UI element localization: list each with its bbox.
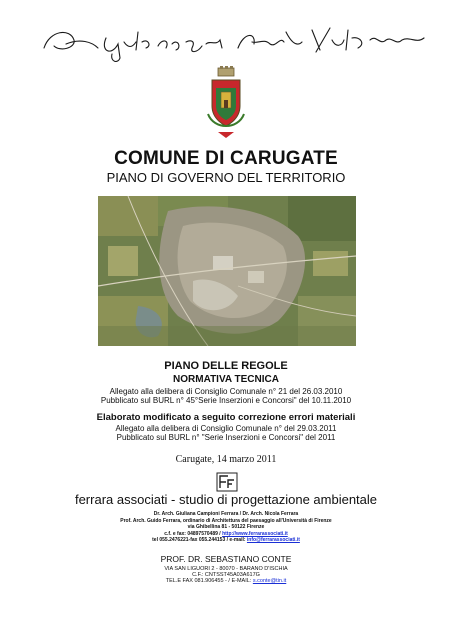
- publication-line: Pubblicato sul BURL n° 45°Serie Inserzioni e Concorsi" del 10.11.2010: [100, 396, 352, 405]
- page-title: COMUNE DI CARUGATE: [114, 148, 338, 169]
- firm-email-link[interactable]: info@ferrarassociati.it: [246, 537, 300, 543]
- consultant-address: VIA SAN LIGUORI 2 - 80070 - BARANO D'ISCHIA: [164, 566, 288, 572]
- consultant-contact: TEL.E FAX 081.906455 - / E-MAIL: s.conte@tin.it: [165, 578, 287, 584]
- modified-publication-line: Pubblicato sul BURL n° "Serie Inserzioni e Concorsi" del 2011: [116, 433, 336, 442]
- firm-fax-web: c.f. e fax: 04897570489 / http://www.ferrarassociati.it: [164, 531, 288, 537]
- consultant-name: PROF. DR. SEBASTIANO CONTE: [160, 554, 292, 564]
- firm-address: via Ghibellina 81 - 50122 Firenze: [187, 524, 265, 530]
- approval-line: Allegato alla delibera di Consiglio Comunale n° 21 del 26.03.2010: [109, 387, 343, 396]
- coat-of-arms-emblem: [204, 66, 248, 144]
- firm-name: ferrara associati - studio di progettazione ambientale: [74, 492, 378, 507]
- document-subheading: NORMATIVA TECNICA: [173, 374, 279, 385]
- consultant-tax-code: C.F.: CNTSST45A03A617G: [192, 572, 260, 578]
- firm-logo-icon: [216, 472, 238, 492]
- signatures: [40, 18, 430, 62]
- modified-approval-line: Allegato alla delibera di Consiglio Comunale n° del 29.03.2011: [115, 424, 337, 433]
- page-subtitle: PIANO DI GOVERNO DEL TERRITORIO: [106, 170, 346, 185]
- modified-heading: Elaborato modificato a seguito correzione errori materiali: [96, 412, 356, 423]
- firm-architects: Dr. Arch. Giuliana Campioni Ferrara / Dr. Arch. Nicola Ferrara: [153, 511, 299, 517]
- consultant-email-link[interactable]: s.conte@tin.it: [252, 578, 287, 584]
- aerial-photo: [98, 196, 356, 346]
- firm-website-link[interactable]: http://www.ferrarassociati.it: [222, 531, 288, 537]
- firm-phone-email: tel 055.2476221-fax 055.244153 / e-mail: info@ferrarassociati.it: [152, 537, 300, 543]
- place-date: Carugate, 14 marzo 2011: [175, 454, 277, 465]
- firm-professor: Prof. Arch. Guido Ferrara, ordinario di Architettura del paesaggio all'Università di Firenze: [120, 518, 332, 524]
- document-heading: PIANO DELLE REGOLE: [164, 360, 288, 372]
